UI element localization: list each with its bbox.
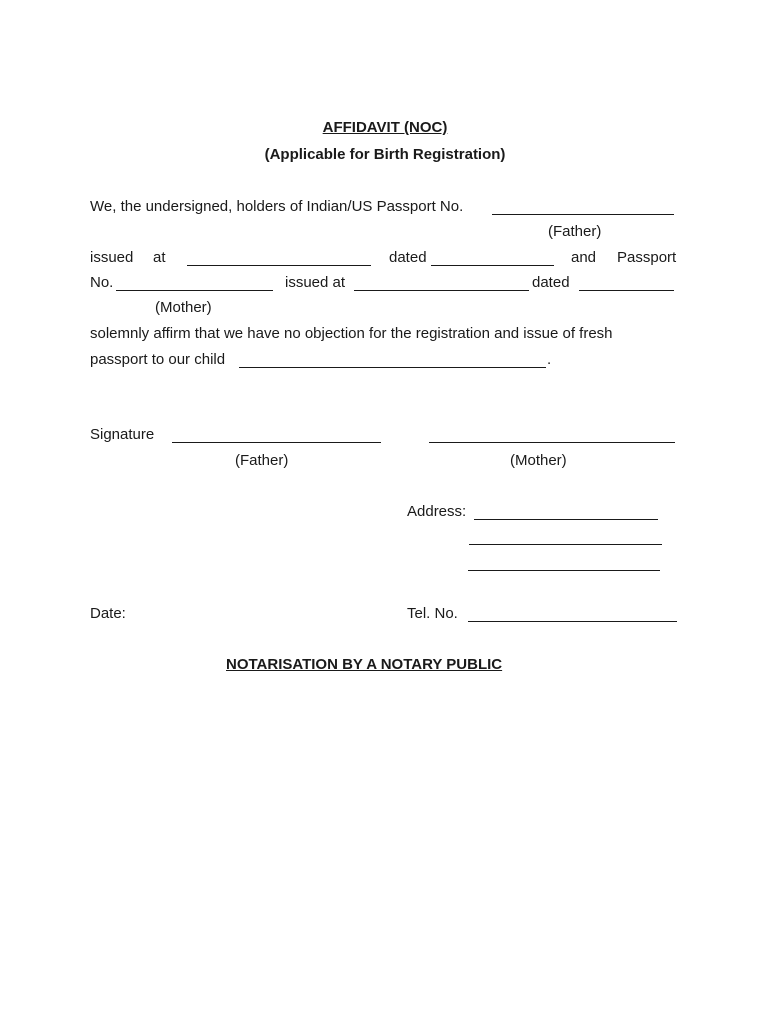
child-line: passport to our child — [90, 351, 226, 368]
address-label: Address: — [407, 503, 467, 520]
child-name-blank[interactable] — [239, 367, 546, 368]
father-passport-no-blank[interactable] — [492, 214, 674, 215]
tel-label: Tel. No. — [407, 605, 458, 622]
mother-passport-no-blank[interactable] — [116, 290, 273, 291]
mother-label-1: (Mother) — [155, 299, 212, 316]
tel-no-blank[interactable] — [468, 621, 677, 622]
mother-issued-at-blank[interactable] — [354, 290, 529, 291]
passport-word: Passport — [617, 249, 677, 266]
signature-label: Signature — [90, 426, 155, 443]
father-signature-caption: (Father) — [235, 452, 289, 469]
body-line-1: We, the undersigned, holders of Indian/US Passport No. — [90, 198, 464, 215]
issued-at-word-2: issued at — [285, 274, 346, 291]
mother-signature-blank[interactable] — [429, 442, 675, 443]
affirm-line: solemnly affirm that we have no objection for the registration and issue of fresh — [90, 325, 613, 342]
address-line-2-blank[interactable] — [469, 544, 662, 545]
document-subtitle: (Applicable for Birth Registration) — [264, 146, 506, 163]
at-word: at — [153, 249, 166, 266]
father-issued-at-blank[interactable] — [187, 265, 371, 266]
mother-signature-caption: (Mother) — [510, 452, 567, 469]
dated-word-2: dated — [532, 274, 570, 291]
address-line-3-blank[interactable] — [468, 570, 660, 571]
issued-word: issued — [90, 249, 134, 266]
and-word: and — [571, 249, 597, 266]
father-signature-blank[interactable] — [172, 442, 381, 443]
father-dated-blank[interactable] — [431, 265, 554, 266]
document-title: AFFIDAVIT (NOC) — [322, 119, 448, 136]
no-word: No. — [90, 274, 114, 291]
dated-word-1: dated — [389, 249, 427, 266]
address-line-1-blank[interactable] — [474, 519, 658, 520]
father-label-1: (Father) — [548, 223, 602, 240]
child-line-period: . — [547, 351, 552, 368]
date-label: Date: — [90, 605, 126, 622]
notary-heading: NOTARISATION BY A NOTARY PUBLIC — [226, 656, 503, 673]
mother-dated-blank[interactable] — [579, 290, 674, 291]
